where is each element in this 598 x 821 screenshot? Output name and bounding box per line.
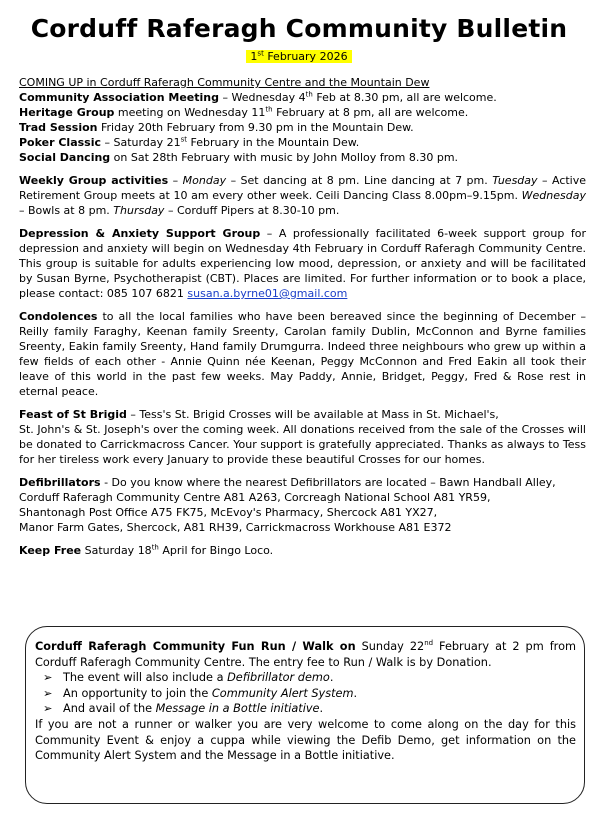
weekly-text: – Bowls at 8 pm. [19, 204, 114, 217]
event-line [19, 90, 586, 105]
bullet-text: An opportunity to join the [63, 686, 212, 700]
bullet-text: The event will also include a [63, 671, 228, 685]
keep-free-paragraph [19, 543, 586, 558]
event-name: Heritage Group [19, 106, 115, 119]
bullet-text: . [329, 671, 334, 685]
bullet-item [35, 670, 576, 686]
bullet-text: . [319, 702, 324, 716]
event-line [19, 120, 586, 135]
bullet-text: And avail of the [63, 702, 156, 716]
fun-run-content [35, 639, 576, 764]
weekday-monday: Monday [182, 174, 227, 187]
condolences-text: to all the local families who have been bereaved since the beginning of December – Reilly family Faraghy, Keenan family Sreenty, Carolan family Dublin, McConnon and Byrne families Sreenty, Eakin family Sreenty, Hand family Drumgurra. Indeed three neighbours who grew up within a few fields of each other - Annie Quinn née Keenan, Peggy McConnon and Fred Eakin all took their leave of this world in the past few weeks. May Paddy, Annie, Bridget, Peggy, Fred & Rose rest in eternal peace. [19, 310, 586, 398]
date-highlight [246, 50, 351, 63]
defibrillators-section [19, 475, 586, 535]
keep-free-text: Saturday 18 [81, 544, 152, 557]
st-brigid-text: – Tess's St. Brigid Crosses will be available at Mass in St. Michael's, [126, 408, 499, 421]
event-name: Community Association Meeting [19, 91, 219, 104]
coming-up-heading: COMING UP in Corduff Raferagh Community Centre and the Mountain Dew [19, 76, 430, 89]
event-name: Social Dancing [19, 151, 111, 164]
keep-free-sup: th [151, 543, 159, 552]
event-sup: st [180, 135, 187, 144]
event-text: – Wednesday 4 [218, 91, 306, 104]
defib-heading: Defibrillators [19, 476, 101, 489]
weekday-thursday: Thursday [113, 204, 165, 217]
st-brigid-heading: Feast of St Brigid [19, 408, 127, 421]
st-brigid-text: St. John's & St. Joseph's over the coming week. All donations received from the sale of the Crosses will be donated to Carrickmacross Cancer. Your support is gratefully appreciated. Thanks as always to Tess for her tireless work every January to provide these beautiful Crosses for our homes. [19, 423, 586, 466]
arrow-bullet-icon: ➢ [43, 671, 53, 685]
fun-run-heading: Corduff Raferagh Community Fun Run / Walk on [35, 640, 356, 653]
event-name: Poker Classic [19, 136, 102, 149]
support-group-heading: Depression & Anxiety Support Group [19, 227, 261, 240]
event-sup: th [265, 105, 273, 114]
bullet-item [35, 701, 576, 717]
weekly-heading: Weekly Group activities [19, 174, 169, 187]
bulletin-title: Corduff Raferagh Community Bulletin [30, 14, 568, 43]
condolences-paragraph [19, 309, 586, 399]
fun-run-text: Sunday 22 [355, 640, 425, 653]
coming-up-section [19, 75, 586, 165]
date-suffix: st [257, 49, 264, 58]
defib-line: Corduff Raferagh Community Centre A81 A263, Corcreagh National School A81 YR59, [19, 491, 491, 504]
defib-line: Shantonagh Post Office A75 FK75, McEvoy's Pharmacy, Shercock A81 YX27, [19, 506, 438, 519]
event-text: February in the Mountain Dew. [186, 136, 360, 149]
event-line [19, 105, 586, 120]
support-group-text: – A professionally facilitated 6-week support group for depression and anxiety will begin on Wednesday 4th February in Corduff Raferagh Community Centre. This group is suitable for adults experiencing low mood, depression, or anxiety and will be facilitated by Susan Byrne, Psychotherapist (CBT). Places are limited. For further information or to book a place, please contact: 085 107 6821 [19, 227, 586, 300]
bullet-emphasis: Community Alert System [211, 686, 354, 700]
event-text: on Sat 28th February with music by John Molloy from 8.30 pm. [110, 151, 459, 164]
event-sup: th [305, 90, 313, 99]
bulletin-content [19, 75, 586, 566]
event-line [19, 135, 586, 150]
defib-text: - Do you know where the nearest Defibrillators are located – Bawn Handball Alley, [100, 476, 556, 489]
weekly-text: – Set dancing at 8 pm. Line dancing at 7 pm. [226, 174, 493, 187]
weekly-text: – Corduff Pipers at 8.30-10 pm. [164, 204, 340, 217]
fun-run-bullets [35, 670, 576, 717]
weekly-activities-paragraph [19, 173, 586, 218]
weekday-wednesday: Wednesday [521, 189, 586, 202]
condolences-heading: Condolences [19, 310, 98, 323]
event-text: meeting on Wednesday 11 [114, 106, 266, 119]
support-group-paragraph [19, 226, 586, 301]
event-text: February at 8 pm, all are welcome. [272, 106, 469, 119]
event-line [19, 150, 586, 165]
event-text: – Saturday 21 [101, 136, 181, 149]
date-day: 1 [250, 50, 258, 63]
weekday-tuesday: Tuesday [492, 174, 538, 187]
bulletin-date [0, 50, 598, 63]
event-text: Friday 20th February from 9.30 pm in the Mountain Dew. [97, 121, 414, 134]
weekly-text: – Active Retirement Group meets at 10 am every other week. Ceili Dancing Class 8.00pm–9.15pm. [19, 174, 587, 202]
bullet-emphasis: Message in a Bottle initiative [155, 702, 320, 716]
event-text: Feb at 8.30 pm, all are welcome. [312, 91, 497, 104]
bullet-emphasis: Defibrillator demo [227, 671, 330, 685]
keep-free-heading: Keep Free [19, 544, 82, 557]
event-name: Trad Session [19, 121, 98, 134]
fun-run-box [25, 626, 585, 804]
date-rest: February 2026 [267, 50, 348, 63]
fun-run-text: February at 2 pm from Corduff Raferagh Community Centre. The entry fee to Run / Walk is by Donation. [35, 640, 576, 669]
email-link[interactable]: susan.a.byrne01@gmail.com [187, 287, 348, 300]
weekly-text: – [168, 174, 183, 187]
bullet-text: . [353, 686, 358, 700]
fun-run-closing: If you are not a runner or walker you are very welcome to come along on the day for this Community Event & enjoy a cuppa while viewing the Defib Demo, get information on the Community Alert System and the Message in a Bottle initiative. [35, 717, 576, 763]
fun-run-sup: nd [424, 639, 434, 648]
arrow-bullet-icon: ➢ [43, 686, 53, 700]
keep-free-text: April for Bingo Loco. [158, 544, 274, 557]
arrow-bullet-icon: ➢ [43, 702, 53, 716]
bullet-item [35, 686, 576, 702]
fun-run-intro [35, 639, 576, 670]
defib-line [19, 475, 586, 490]
defib-line: Manor Farm Gates, Shercock, A81 RH39, Carrickmacross Workhouse A81 E372 [19, 521, 452, 534]
st-brigid-paragraph [19, 407, 586, 467]
